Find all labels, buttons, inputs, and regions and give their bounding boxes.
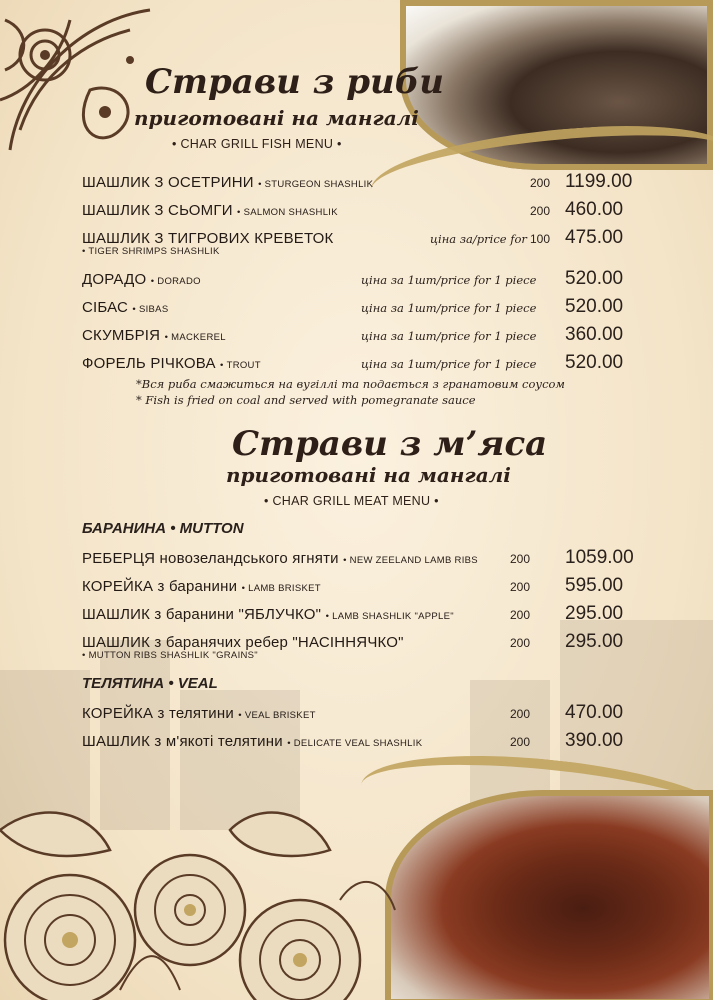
menu-item — [82, 268, 642, 297]
item-weight: 100 — [529, 232, 550, 246]
meat-section-subtitle: приготовані на мангалі — [226, 463, 511, 487]
item-name: СІБАС — [82, 299, 129, 316]
item-english-name: • TIGER SHRIMPS SHASHLIK — [82, 246, 220, 257]
item-weight: 200 — [529, 176, 550, 190]
item-price: 1199.00 — [565, 171, 633, 192]
item-name: ШАШЛИК З ОСЕТРИНИ — [82, 174, 254, 191]
floral-ornament-icon — [0, 790, 400, 1000]
item-weight: 200 — [509, 735, 530, 749]
menu-item — [82, 603, 642, 632]
menu-item — [82, 702, 642, 731]
item-price-note: ціна за 1шт/price for 1 piece — [361, 357, 537, 371]
menu-item — [82, 171, 642, 200]
fish-menu-label: • CHAR GRILL FISH MENU • — [172, 137, 342, 151]
item-price-note: ціна за/price for — [430, 232, 527, 246]
item-name: РЕБЕРЦЯ новозеландського ягняти — [82, 550, 339, 567]
item-english-name: • MACKEREL — [164, 332, 226, 343]
fish-footnote-ukrainian: *Вся риба смажиться на вугіллі та подається з гранатовим соусом — [136, 377, 565, 391]
item-price: 475.00 — [565, 227, 624, 248]
mutton-category-label: БАРАНИНА • MUTTON — [82, 520, 244, 537]
item-price: 460.00 — [565, 199, 624, 220]
item-name: ШАШЛИК з м'якоті телятини — [82, 733, 283, 750]
item-price: 520.00 — [565, 268, 624, 289]
item-name: ШАШЛИК З ТИГРОВИХ КРЕВЕТОК — [82, 230, 334, 247]
meat-menu-label: • CHAR GRILL MEAT MENU • — [264, 494, 439, 508]
item-weight: 200 — [509, 707, 530, 721]
item-english-name: • NEW ZEELAND LAMB RIBS — [343, 555, 478, 566]
item-english-name: • DORADO — [150, 276, 201, 287]
menu-item — [82, 631, 642, 666]
item-price-note: ціна за 1шт/price for 1 piece — [361, 273, 537, 287]
item-english-name: • MUTTON RIBS SHASHLIK "GRAINS" — [82, 650, 258, 661]
item-price: 295.00 — [565, 631, 624, 652]
item-english-name: • STURGEON SHASHLIK — [258, 179, 374, 190]
veal-category-label: ТЕЛЯТИНА • VEAL — [82, 675, 218, 692]
item-price: 595.00 — [565, 575, 624, 596]
fish-section-subtitle: приготовані на мангалі — [134, 106, 419, 130]
item-name: ДОРАДО — [82, 271, 147, 288]
menu-item — [82, 575, 642, 604]
fish-section-title: Страви з риби — [145, 62, 445, 102]
item-price-note: ціна за 1шт/price for 1 piece — [361, 301, 537, 315]
item-english-name: • SALMON SHASHLIK — [237, 207, 338, 218]
item-price: 295.00 — [565, 603, 624, 624]
item-weight: 200 — [509, 580, 530, 594]
item-english-name: • VEAL BRISKET — [238, 710, 316, 721]
menu-item — [82, 547, 642, 576]
menu-item — [82, 324, 642, 353]
item-price: 390.00 — [565, 730, 624, 751]
item-name: ФОРЕЛЬ РІЧКОВА — [82, 355, 216, 372]
item-price: 520.00 — [565, 296, 624, 317]
fish-footnote-english: * Fish is fried on coal and served with pomegranate sauce — [136, 393, 476, 407]
item-name: КОРЕЙКА з баранини — [82, 578, 238, 595]
item-price: 470.00 — [565, 702, 624, 723]
item-name: КОРЕЙКА з телятини — [82, 705, 234, 722]
item-price: 520.00 — [565, 352, 624, 373]
item-english-name: • SIBAS — [132, 304, 169, 315]
grilled-lamb-ribs-photo — [385, 790, 713, 1000]
item-weight: 200 — [509, 636, 530, 650]
menu-item — [82, 199, 642, 228]
item-price: 360.00 — [565, 324, 624, 345]
item-name: СКУМБРІЯ — [82, 327, 161, 344]
menu-item — [82, 296, 642, 325]
menu-item — [82, 730, 642, 759]
item-name: ШАШЛИК з баранячих ребер "НАСІННЯЧКО" — [82, 634, 404, 651]
item-weight: 200 — [509, 608, 530, 622]
item-weight: 200 — [529, 204, 550, 218]
item-price: 1059.00 — [565, 547, 634, 568]
item-price-note: ціна за 1шт/price for 1 piece — [361, 329, 537, 343]
item-name: ШАШЛИК з баранини "ЯБЛУЧКО" — [82, 606, 322, 623]
meat-section-title: Страви з м’яса — [232, 424, 548, 464]
item-english-name: • TROUT — [220, 360, 261, 371]
item-name: ШАШЛИК З СЬОМГИ — [82, 202, 233, 219]
item-english-name: • LAMB BRISKET — [241, 583, 321, 594]
paisley-ornament-icon — [0, 0, 165, 165]
item-english-name: • DELICATE VEAL SHASHLIK — [287, 738, 423, 749]
item-english-name: • LAMB SHASHLIK "APPLE" — [325, 611, 454, 622]
item-weight: 200 — [509, 552, 530, 566]
menu-item — [82, 227, 642, 262]
